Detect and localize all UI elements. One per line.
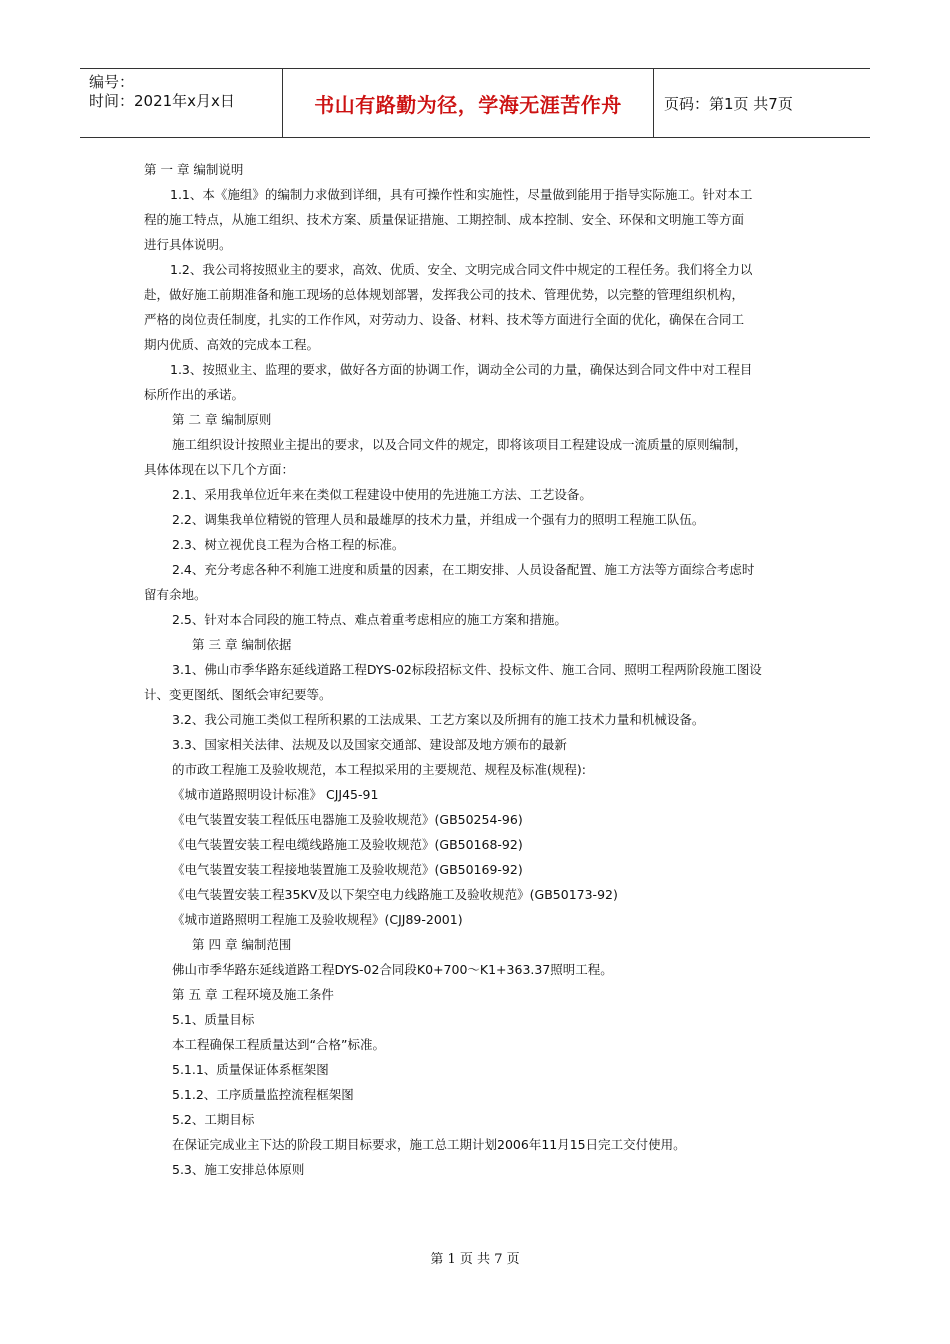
page-header [80,68,870,138]
paragraph-line: 施工组织设计按照业主提出的要求，以及合同文件的规定，即将该项目工程建设成一流质量的原则编制， [172,437,748,452]
paragraph-line: 2.3、树立视优良工程为合格工程的标准。 [172,537,405,552]
paragraph-line: 3.2、我公司施工类似工程所积累的工法成果、工艺方案以及所拥有的施工技术力量和机械设备。 [172,712,705,727]
paragraph-line: 的市政工程施工及验收规范，本工程拟采用的主要规范、规程及标准(规程): [172,762,586,777]
paragraph-line: 1.2、我公司将按照业主的要求，高效、优质、安全、文明完成合同文件中规定的工程任务。我们将全力以 [170,262,753,277]
standard-item: 《城市道路照明设计标准》 CJJ45-91 [172,787,379,802]
paragraph-line: 1.1、本《施组》的编制力求做到详细，具有可操作性和实施性，尽量做到能用于指导实际施工。针对本工 [170,187,753,202]
chapter-5-heading: 第 五 章 工程环境及施工条件 [172,987,334,1002]
paragraph-line: 具体体现在以下几个方面： [144,462,295,477]
paragraph-line: 程的施工特点，从施工组织、技术方案、质量保证措施、工期控制、成本控制、安全、环保和文明施工等方面 [144,212,745,227]
section-heading: 5.1.2、工序质量监控流程框架图 [172,1087,354,1102]
header-motto-cell [283,69,654,137]
paragraph-line: 2.5、针对本合同段的施工特点、难点着重考虑相应的施工方案和措施。 [172,612,567,627]
section-heading: 5.3、施工安排总体原则 [172,1162,305,1177]
header-motto: 书山有路勤为径，学海无涯苦作舟 [314,92,622,117]
chapter-4-heading: 第 四 章 编制范围 [192,937,292,952]
chapter-2-heading: 第 二 章 编制原则 [172,412,272,427]
paragraph-line: 2.4、充分考虑各种不利施工进度和质量的因素，在工期安排、人员设备配置、施工方法等方面综合考虑时 [172,562,755,577]
paragraph-line: 2.2、调集我单位精锐的管理人员和最雄厚的技术力量，并组成一个强有力的照明工程施工队伍。 [172,512,705,527]
paragraph-line: 在保证完成业主下达的阶段工期目标要求，施工总工期计划2006年11月15日完工交付使用。 [172,1137,686,1152]
paragraph-line: 本工程确保工程质量达到“合格”标准。 [172,1037,385,1052]
paragraph-line: 留有余地。 [144,587,207,602]
standard-item: 《电气装置安装工程接地装置施工及验收规范》(GB50169-92) [172,862,523,877]
paragraph-line: 计、变更图纸、图纸会审纪要等。 [144,687,332,702]
header-page-code: 页码：第1页 共7页 [664,94,793,113]
page-footer: 第 1 页 共 7 页 [430,1252,520,1267]
standard-item: 《电气装置安装工程低压电器施工及验收规范》(GB50254-96) [172,812,523,827]
standard-item: 《电气装置安装工程35KV及以下架空电力线路施工及验收规范》(GB50173-92) [172,887,618,902]
standard-item: 《城市道路照明工程施工及验收规程》(CJJ89-2001) [172,912,463,927]
paragraph-line: 1.3、按照业主、监理的要求，做好各方面的协调工作，调动全公司的力量，确保达到合同文件中对工程目 [170,362,753,377]
standard-item: 《电气装置安装工程电缆线路施工及验收规范》(GB50168-92) [172,837,523,852]
paragraph-line: 3.1、佛山市季华路东延线道路工程DYS-02标段招标文件、投标文件、施工合同、照明工程两阶段施工图设 [172,662,762,677]
paragraph-line: 进行具体说明。 [144,237,232,252]
paragraph-line: 3.3、国家相关法律、法规及以及国家交通部、建设部及地方颁布的最新 [172,737,567,752]
paragraph-line: 赴，做好施工前期准备和施工现场的总体规划部署，发挥我公司的技术、管理优势，以完整的管理组织机构， [144,287,745,302]
paragraph-line: 期内优质、高效的完成本工程。 [144,337,320,352]
header-page-cell [654,69,870,137]
header-left-cell [80,69,283,137]
document-time-label: 时间：2021年x月x日 [89,92,235,110]
paragraph-line: 佛山市季华路东延线道路工程DYS-02合同段K0+700～K1+363.37照明工程。 [172,962,613,977]
section-heading: 5.2、工期目标 [172,1112,255,1127]
chapter-3-heading: 第 三 章 编制依据 [192,637,292,652]
paragraph-line: 标所作出的承诺。 [144,387,245,402]
section-heading: 5.1、质量目标 [172,1012,255,1027]
paragraph-line: 2.1、采用我单位近年来在类似工程建设中使用的先进施工方法、工艺设备。 [172,487,592,502]
section-heading: 5.1.1、质量保证体系框架图 [172,1062,329,1077]
chapter-1-heading: 第 一 章 编制说明 [144,162,244,177]
document-id-label: 编号： [89,73,135,91]
paragraph-line: 严格的岗位责任制度，扎实的工作作风，对劳动力、设备、材料、技术等方面进行全面的优化，确保在合同工 [144,312,745,327]
